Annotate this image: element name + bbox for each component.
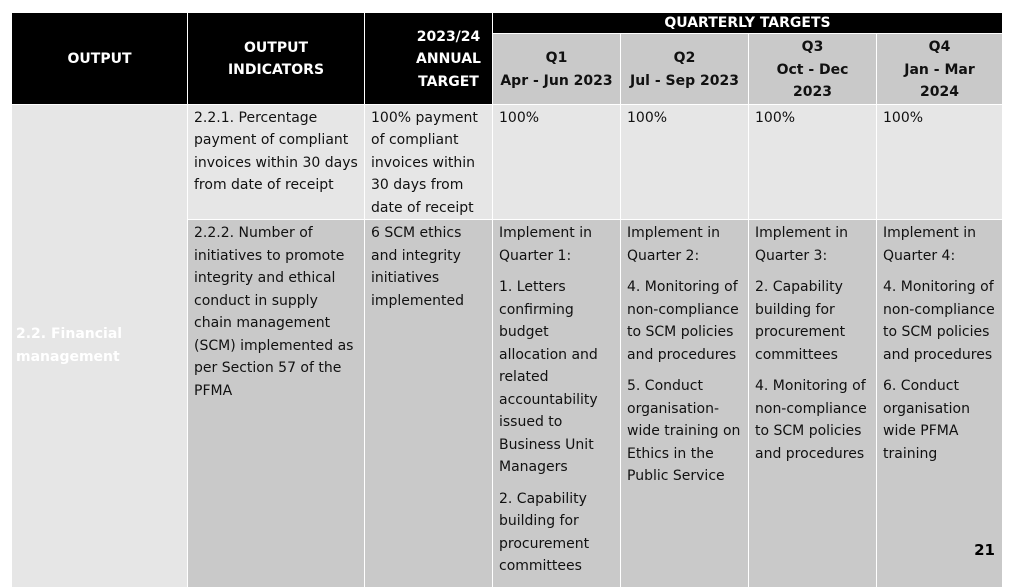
- q4-cell: Implement in Quarter 4: 4. Monitoring of non-compliance to SCM policies and procedures 6. Conduct organisation wide PFMA training: [877, 220, 1003, 588]
- q2-cell: Implement in Quarter 2: 4. Monitoring of non-compliance to SCM policies and procedures 5. Conduct organisation-wide training on Ethics in the Public Service: [621, 220, 749, 588]
- annual-line2: ANNUAL: [416, 51, 481, 67]
- header-output: OUTPUT: [12, 13, 188, 105]
- header-annual-target: [365, 13, 493, 105]
- page-number: 21: [974, 541, 995, 559]
- indicator-cell: 2.2.1. Percentage payment of compliant invoices within 30 days from date of receipt: [188, 104, 365, 220]
- annual-target-cell: 6 SCM ethics and integrity initiatives implemented: [365, 220, 493, 588]
- table-row: [12, 104, 1003, 220]
- annual-line3: TARGET: [418, 73, 479, 90]
- output-name: 2.2. Financial management: [12, 104, 188, 587]
- indicator-cell: 2.2.2. Number of initiatives to promote integrity and ethical conduct in supply chain management (SCM) implemented as per Section 57 of the PFMA: [188, 220, 365, 588]
- q1-cell: Implement in Quarter 1: 1. Letters confirming budget allocation and related accountability issued to Business Unit Managers 2. Capability building for procurement committees: [493, 220, 621, 588]
- header-q4: Q4 Jan - Mar 2024: [877, 34, 1003, 105]
- header-q1: Q1 Apr - Jun 2023: [493, 34, 621, 105]
- q4-cell: 100%: [877, 104, 1003, 220]
- quarterly-targets-table: [11, 12, 1003, 588]
- header-q3: Q3 Oct - Dec 2023: [749, 34, 877, 105]
- q2-cell: 100%: [621, 104, 749, 220]
- header-output-indicators: OUTPUT INDICATORS: [188, 13, 365, 105]
- q3-cell: Implement in Quarter 3: 2. Capability building for procurement committees 4. Monitoring of non-compliance to SCM policies and procedures: [749, 220, 877, 588]
- header-quarterly-targets: QUARTERLY TARGETS: [493, 13, 1003, 34]
- header-q2: Q2 Jul - Sep 2023: [621, 34, 749, 105]
- annual-target-cell: 100% payment of compliant invoices within 30 days from date of receipt: [365, 104, 493, 220]
- q1-cell: 100%: [493, 104, 621, 220]
- q3-cell: 100%: [749, 104, 877, 220]
- annual-line1: 2023/24: [416, 28, 481, 45]
- annual-target-label: [416, 26, 481, 94]
